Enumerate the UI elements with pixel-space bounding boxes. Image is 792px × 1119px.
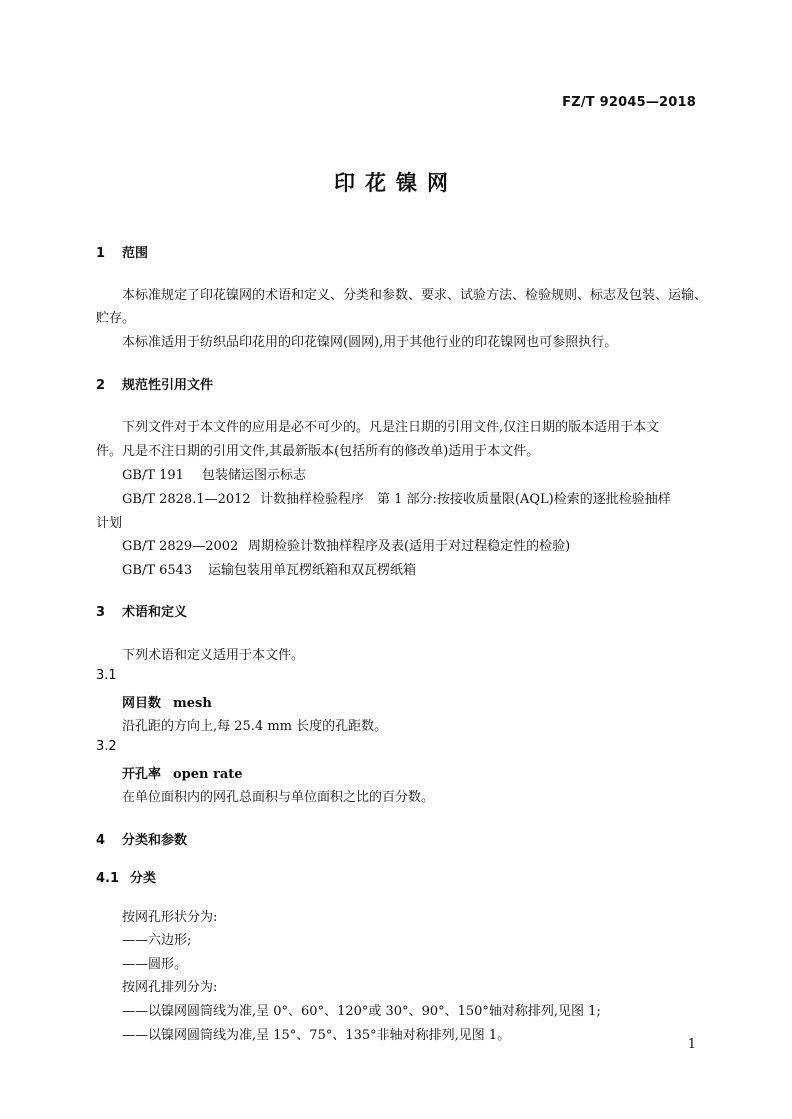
reference-code: GB/T 6543 xyxy=(122,563,193,578)
section-4-heading xyxy=(96,829,187,848)
section-number: 1 xyxy=(96,246,106,261)
subsection-4-1-heading xyxy=(96,867,156,886)
section-title: 术语和定义 xyxy=(122,605,188,620)
list-line: ——六边形; xyxy=(122,933,192,948)
section-number: 2 xyxy=(96,378,106,393)
list-line: ——圆形。 xyxy=(122,957,188,972)
reference-continuation: 计划 xyxy=(96,516,123,531)
paragraph: 下列术语和定义适用于本文件。 xyxy=(122,648,305,663)
term-number: 3.2 xyxy=(96,739,117,754)
reference-title: 周期检验计数抽样程序及表(适用于对过程稳定性的检验) xyxy=(248,539,571,554)
section-title: 规范性引用文件 xyxy=(122,378,214,393)
term-entry xyxy=(122,692,212,711)
term-english: open rate xyxy=(173,767,243,782)
section-number: 3 xyxy=(96,605,106,620)
reference-item xyxy=(122,464,306,483)
reference-title: 运输包装用单瓦楞纸箱和双瓦楞纸箱 xyxy=(208,563,417,578)
term-chinese: 网目数 xyxy=(122,696,162,711)
standard-code: FZ/T 92045—2018 xyxy=(562,95,696,110)
document-title: 印花镍网 xyxy=(334,171,458,195)
section-3-heading xyxy=(96,601,187,620)
section-2-heading xyxy=(96,374,213,393)
list-line: ——以镍网圆筒线为准,呈 15°、75°、135°非轴对称排列,见图 1。 xyxy=(122,1028,511,1043)
reference-code: GB/T 2829—2002 xyxy=(122,539,239,554)
reference-item xyxy=(122,535,570,554)
reference-title: 计数抽样检验程序 第 1 部分:按接收质量限(AQL)检索的逐批检验抽样 xyxy=(260,492,671,507)
list-line: ——以镍网圆筒线为准,呈 0°、60°、120°或 30°、90°、150°轴对称排列,见图 1; xyxy=(122,1004,601,1019)
list-line: 按网孔排列分为: xyxy=(122,980,218,995)
paragraph: 贮存。 xyxy=(96,311,136,326)
term-chinese: 开孔率 xyxy=(122,767,162,782)
list-line: 按网孔形状分为: xyxy=(122,910,218,925)
subsection-title: 分类 xyxy=(130,871,157,886)
reference-code: GB/T 191 xyxy=(122,468,184,483)
section-title: 范围 xyxy=(122,246,149,261)
term-number: 3.1 xyxy=(96,668,117,683)
paragraph: 本标准规定了印花镍网的术语和定义、分类和参数、要求、试验方法、检验规则、标志及包装、运输、 xyxy=(122,288,708,303)
reference-title: 包装储运图示标志 xyxy=(202,468,307,483)
paragraph: 件。凡是不注日期的引用文件,其最新版本(包括所有的修改单)适用于本文件。 xyxy=(96,444,540,459)
reference-item xyxy=(122,559,416,578)
section-1-heading xyxy=(96,242,148,261)
term-english: mesh xyxy=(173,696,212,711)
reference-code: GB/T 2828.1—2012 xyxy=(122,492,251,507)
page-number: 1 xyxy=(687,1037,696,1052)
term-definition: 沿孔距的方向上,每 25.4 mm 长度的孔距数。 xyxy=(122,719,388,734)
term-definition: 在单位面积内的网孔总面积与单位面积之比的百分数。 xyxy=(122,790,435,805)
section-title: 分类和参数 xyxy=(122,833,188,848)
reference-item xyxy=(122,488,671,507)
subsection-number: 4.1 xyxy=(96,871,120,886)
paragraph: 下列文件对于本文件的应用是必不可少的。凡是注日期的引用文件,仅注日期的版本适用于本文 xyxy=(122,420,660,435)
paragraph: 本标准适用于纺织品印花用的印花镍网(圆网),用于其他行业的印花镍网也可参照执行。 xyxy=(122,335,618,350)
section-number: 4 xyxy=(96,833,106,848)
term-entry xyxy=(122,763,243,782)
